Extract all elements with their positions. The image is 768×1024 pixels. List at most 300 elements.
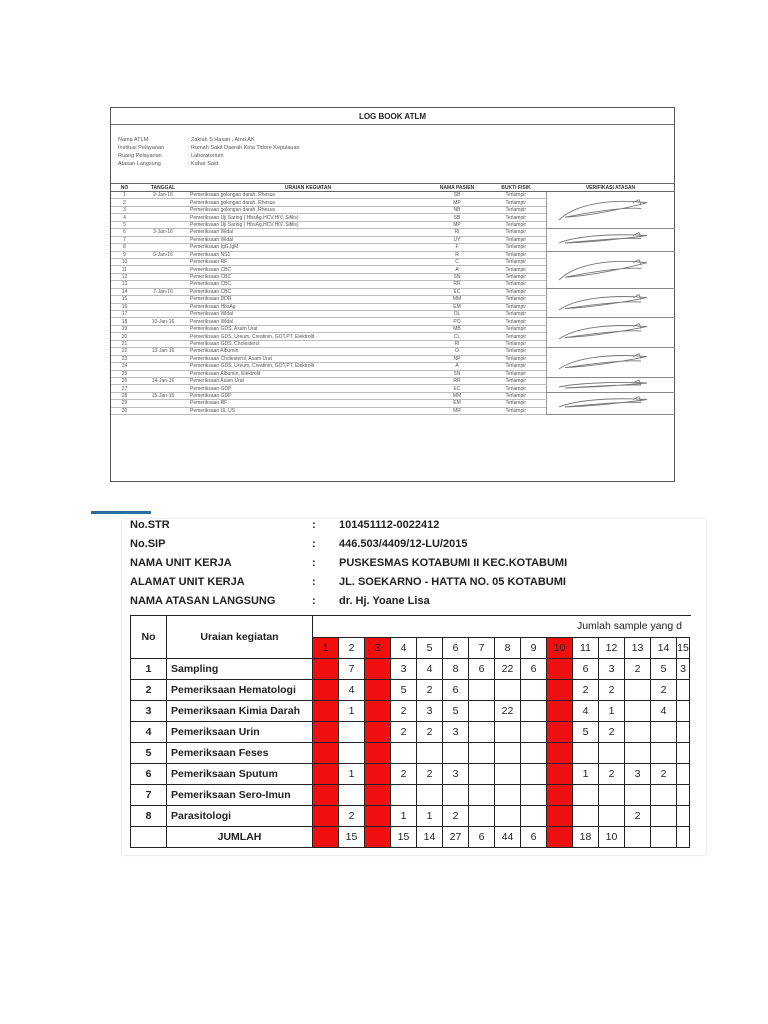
- sample-cell: [677, 722, 690, 743]
- row-activity: Pemeriksaan HbsAg: [188, 303, 428, 310]
- row-date: [138, 281, 188, 288]
- logbook-title: LOG BOOK ATLM: [358, 112, 427, 121]
- sample-cell: [547, 785, 573, 806]
- cut-column: [690, 722, 691, 743]
- logbook-column-header: NO: [111, 184, 138, 192]
- row-patient: MR: [428, 407, 486, 414]
- sample-cell: [469, 680, 495, 701]
- logbook-row: [111, 377, 675, 384]
- sample-cell: [313, 764, 339, 785]
- sample-cell: [599, 806, 625, 827]
- profile-key: ALAMAT UNIT KERJA: [130, 576, 245, 588]
- sample-row-no: 1: [131, 659, 167, 680]
- cut-column: [690, 680, 691, 701]
- row-no: 8: [111, 244, 138, 251]
- verification-signature: [546, 318, 675, 348]
- row-no: 18: [111, 318, 138, 325]
- row-activity: Pemeriksaan golongan darah, Rhesus: [188, 199, 428, 206]
- row-date: [138, 221, 188, 228]
- row-evidence: Terlampir: [486, 348, 546, 355]
- row-date: [138, 400, 188, 407]
- row-activity: Pemeriksaan RF: [188, 258, 428, 265]
- sample-cell: 1: [391, 806, 417, 827]
- sample-cell: 5: [573, 722, 599, 743]
- sample-cell: [443, 743, 469, 764]
- header-uraian: Uraian kegiatan: [167, 616, 313, 659]
- row-date: [138, 303, 188, 310]
- sample-cell: [625, 680, 651, 701]
- row-no: 29: [111, 400, 138, 407]
- cut-column: [690, 806, 691, 827]
- row-no: 22: [111, 348, 138, 355]
- row-activity: Pemeriksaan IgG,IgM: [188, 244, 428, 251]
- row-date: [138, 273, 188, 280]
- sample-cell: [547, 764, 573, 785]
- logbook-column-header: VERIFIKASI ATASAN: [546, 184, 675, 192]
- row-date: 14-Jan-16: [138, 377, 188, 384]
- sample-row: [131, 659, 691, 680]
- row-evidence: Terlampir: [486, 251, 546, 258]
- logbook-column-header: BUKTI FISIK: [486, 184, 546, 192]
- sample-cell: 2: [599, 722, 625, 743]
- row-evidence: Terlampir: [486, 199, 546, 206]
- sample-cell: [313, 806, 339, 827]
- sample-cell: 6: [521, 659, 547, 680]
- signature-icon: [555, 194, 655, 223]
- sample-cell: 5: [651, 659, 677, 680]
- sample-cell: 2: [391, 764, 417, 785]
- sample-row-label: Pemeriksaan Sero-Imun: [167, 785, 313, 806]
- row-patient: C: [428, 258, 486, 265]
- row-activity: Pemeriksaan Widal: [188, 311, 428, 318]
- signature-icon: [555, 320, 655, 342]
- sample-row-label: Pemeriksaan Feses: [167, 743, 313, 764]
- row-patient: SB: [428, 214, 486, 221]
- sample-row: [131, 785, 691, 806]
- row-patient: O: [428, 348, 486, 355]
- sample-cell: 6: [573, 659, 599, 680]
- row-patient: RI: [428, 229, 486, 236]
- sample-cell: 2: [417, 722, 443, 743]
- row-date: 15-Jan-16: [138, 392, 188, 399]
- row-date: [138, 311, 188, 318]
- info-value: : Rumah Sakit Daerah Kota Tidore Kepulauan: [188, 145, 300, 151]
- row-date: [138, 236, 188, 243]
- logbook-row: [111, 251, 675, 258]
- sample-cell: [365, 722, 391, 743]
- row-patient: MP: [428, 221, 486, 228]
- row-evidence: Terlampir: [486, 303, 546, 310]
- logbook-table: [111, 183, 675, 415]
- row-activity: Pemeriksaan GDP: [188, 385, 428, 392]
- sample-cell: [677, 701, 690, 722]
- sample-cell: [547, 806, 573, 827]
- row-evidence: Terlampir: [486, 244, 546, 251]
- row-patient: MP: [428, 199, 486, 206]
- row-patient: R: [428, 251, 486, 258]
- row-patient: MB: [428, 325, 486, 332]
- signature-icon: [555, 395, 655, 410]
- sample-cell: [469, 722, 495, 743]
- row-activity: Pemeriksaan Widal: [188, 236, 428, 243]
- day-number: 3: [365, 637, 391, 659]
- logbook-row: [111, 192, 675, 199]
- sample-cell: [677, 764, 690, 785]
- sample-cell: 2: [417, 764, 443, 785]
- verification-signature: [546, 192, 675, 229]
- sample-cell: [521, 701, 547, 722]
- row-date: [138, 266, 188, 273]
- sample-cell: [495, 764, 521, 785]
- sample-cell: 3: [625, 764, 651, 785]
- total-cell: 44: [495, 827, 521, 848]
- profile-value: JL. SOEKARNO - HATTA NO. 05 KOTABUMI: [339, 576, 566, 588]
- row-patient: SN: [428, 370, 486, 377]
- day-number: 1: [313, 637, 339, 659]
- row-evidence: Terlampir: [486, 385, 546, 392]
- accent-divider: [91, 511, 151, 514]
- sample-row-label: Pemeriksaan Hematologi: [167, 680, 313, 701]
- row-no: 25: [111, 370, 138, 377]
- sample-cell: [365, 659, 391, 680]
- row-activity: Pemeriksaan Widal: [188, 318, 428, 325]
- row-evidence: Terlampir: [486, 221, 546, 228]
- sample-row-no: 4: [131, 722, 167, 743]
- row-date: 10-Jan-16: [138, 318, 188, 325]
- sample-cell: 1: [339, 701, 365, 722]
- row-activity: Pemeriksaan CBC: [188, 281, 428, 288]
- row-evidence: Terlampir: [486, 363, 546, 370]
- sample-cell: [573, 806, 599, 827]
- logbook-column-header: URAIAN KEGIATAN: [188, 184, 428, 192]
- row-activity: Pemeriksaan GDS, Ureum, Creatinin, GOT,PT, Elektrolit: [188, 333, 428, 340]
- sample-cell: 2: [599, 764, 625, 785]
- row-evidence: Terlampir: [486, 407, 546, 414]
- row-no: 27: [111, 385, 138, 392]
- row-patient: F: [428, 244, 486, 251]
- row-date: 3-Jan-16: [138, 229, 188, 236]
- sample-cell: [495, 785, 521, 806]
- row-patient: PO: [428, 318, 486, 325]
- verification-signature: [546, 229, 675, 251]
- row-activity: Pemeriksaan Uji Saring ( HbsAg,HCV,HIV, Sifilis): [188, 214, 428, 221]
- sample-cell: [573, 743, 599, 764]
- info-line: [118, 145, 300, 151]
- row-no: 16: [111, 303, 138, 310]
- profile-value: 101451112-0022412: [339, 519, 440, 531]
- row-date: [138, 407, 188, 414]
- sample-cell: [625, 722, 651, 743]
- sample-cell: 4: [339, 680, 365, 701]
- logbook-row: [111, 318, 675, 325]
- signature-icon: [555, 291, 655, 313]
- total-cell: 10: [599, 827, 625, 848]
- row-date: [138, 370, 188, 377]
- info-key: Nama ATLM: [118, 137, 149, 143]
- row-patient: EC: [428, 385, 486, 392]
- cut-column: [690, 743, 691, 764]
- logbook-body: [111, 192, 675, 415]
- sample-cell: [339, 722, 365, 743]
- row-evidence: Terlampir: [486, 214, 546, 221]
- row-patient: EM: [428, 400, 486, 407]
- sample-cell: [651, 785, 677, 806]
- sample-cell: 5: [443, 701, 469, 722]
- total-cell: 14: [417, 827, 443, 848]
- sample-cell: [599, 743, 625, 764]
- row-evidence: Terlampir: [486, 206, 546, 213]
- sample-row-no: 6: [131, 764, 167, 785]
- day-number: 8: [495, 637, 521, 659]
- sample-cell: [495, 743, 521, 764]
- sample-cell: 4: [651, 701, 677, 722]
- row-date: 2-Jan-16: [138, 192, 188, 199]
- row-activity: Pemeriksaan Uji Saring ( HbsAg,HCV,HIV, Sifilis): [188, 221, 428, 228]
- row-patient: SB: [428, 192, 486, 199]
- sample-cell: [495, 722, 521, 743]
- info-line: [118, 161, 218, 167]
- sample-cell: [625, 743, 651, 764]
- sample-cell: [313, 680, 339, 701]
- profile-key: NAMA ATASAN LANGSUNG: [130, 595, 276, 607]
- sample-row-label: Sampling: [167, 659, 313, 680]
- row-evidence: Terlampir: [486, 281, 546, 288]
- sample-row: [131, 701, 691, 722]
- info-key: Institusi Pelayanan: [118, 145, 165, 151]
- row-evidence: Terlampir: [486, 229, 546, 236]
- row-activity: Pemeriksaan Cholesterol, Asam Urat: [188, 355, 428, 362]
- sample-cell: 3: [599, 659, 625, 680]
- sample-row-label: Parasitologi: [167, 806, 313, 827]
- row-patient: SN: [428, 273, 486, 280]
- sample-cell: [313, 701, 339, 722]
- sample-cell: 6: [443, 680, 469, 701]
- cut-column: [690, 764, 691, 785]
- row-date: [138, 296, 188, 303]
- row-evidence: Terlampir: [486, 258, 546, 265]
- row-patient: RI: [428, 340, 486, 347]
- row-no: 5: [111, 221, 138, 228]
- sample-cell: 4: [573, 701, 599, 722]
- sample-cell: 6: [469, 659, 495, 680]
- sample-cell: [313, 659, 339, 680]
- profile-key: NAMA UNIT KERJA: [130, 557, 232, 569]
- row-patient: RR: [428, 377, 486, 384]
- row-evidence: Terlampir: [486, 377, 546, 384]
- sample-cell: [495, 806, 521, 827]
- sample-cell: [651, 722, 677, 743]
- logbook-row: [111, 392, 675, 399]
- sample-cell: [313, 785, 339, 806]
- signature-icon: [555, 231, 655, 246]
- sample-cell: [313, 743, 339, 764]
- cut-column: [690, 827, 691, 848]
- day-number: 10: [547, 637, 573, 659]
- day-number: 13: [625, 637, 651, 659]
- row-patient: MM: [428, 296, 486, 303]
- day-number: 6: [443, 637, 469, 659]
- sample-cell: [365, 764, 391, 785]
- row-evidence: Terlampir: [486, 318, 546, 325]
- sample-cell: [521, 806, 547, 827]
- row-no: 28: [111, 392, 138, 399]
- sample-cell: 3: [443, 764, 469, 785]
- day-number: 2: [339, 637, 365, 659]
- row-evidence: Terlampir: [486, 311, 546, 318]
- sample-cell: [443, 785, 469, 806]
- header-jumlah: Jumlah sample yang d: [313, 616, 691, 638]
- sample-cell: [469, 806, 495, 827]
- row-activity: Pemeriksaan Albumin: [188, 348, 428, 355]
- signature-icon: [555, 350, 655, 372]
- total-cell: [651, 827, 677, 848]
- sample-cell: [677, 743, 690, 764]
- profile-value: 446.503/4409/12-LU/2015: [339, 538, 468, 550]
- total-cell: [677, 827, 690, 848]
- sample-cell: [495, 680, 521, 701]
- sample-cell: 2: [651, 680, 677, 701]
- total-cell: [313, 827, 339, 848]
- signature-icon: [555, 254, 655, 283]
- sample-cell: [469, 764, 495, 785]
- row-patient: CL: [428, 333, 486, 340]
- info-value: : Laboratorium: [188, 153, 224, 159]
- total-cell: 18: [573, 827, 599, 848]
- sample-cell: [313, 722, 339, 743]
- total-cell: 6: [469, 827, 495, 848]
- sample-cell: 22: [495, 701, 521, 722]
- sample-cell: [521, 785, 547, 806]
- row-no: 14: [111, 288, 138, 295]
- row-activity: Pemeriksaan CBC: [188, 273, 428, 280]
- row-evidence: Terlampir: [486, 288, 546, 295]
- sample-row-no: 2: [131, 680, 167, 701]
- day-number: 7: [469, 637, 495, 659]
- sample-cell: [547, 680, 573, 701]
- total-cell: 15: [391, 827, 417, 848]
- row-activity: Pemeriksaan CBC: [188, 266, 428, 273]
- cut-column: [690, 659, 691, 680]
- sample-cell: 2: [573, 680, 599, 701]
- row-patient: EC: [428, 288, 486, 295]
- sample-cell: [677, 806, 690, 827]
- sample-cell: 2: [391, 701, 417, 722]
- sample-cell: [339, 785, 365, 806]
- row-no: 19: [111, 325, 138, 332]
- row-evidence: Terlampir: [486, 192, 546, 199]
- logbook-row: [111, 229, 675, 236]
- row-date: [138, 363, 188, 370]
- row-activity: Pemeriksaan golongan darah, Rhesus: [188, 192, 428, 199]
- profile-colon: :: [312, 538, 316, 550]
- sample-cell: [469, 785, 495, 806]
- row-no: 12: [111, 273, 138, 280]
- row-evidence: Terlampir: [486, 236, 546, 243]
- total-cell: [547, 827, 573, 848]
- total-cell: 27: [443, 827, 469, 848]
- row-evidence: Terlampir: [486, 400, 546, 407]
- sample-cell: [365, 806, 391, 827]
- row-patient: A: [428, 266, 486, 273]
- sample-cell: [365, 701, 391, 722]
- info-key: Atasan Langsung: [118, 161, 161, 167]
- sample-cell: 1: [417, 806, 443, 827]
- sample-cell: [521, 722, 547, 743]
- day-number: 12: [599, 637, 625, 659]
- profile-colon: :: [312, 595, 316, 607]
- sample-cell: 2: [651, 764, 677, 785]
- sample-cell: [625, 785, 651, 806]
- sample-cell: [547, 743, 573, 764]
- row-no: 21: [111, 340, 138, 347]
- sample-cell: 3: [391, 659, 417, 680]
- row-date: [138, 333, 188, 340]
- row-no: 13: [111, 281, 138, 288]
- sample-cell: 5: [391, 680, 417, 701]
- day-number: 4: [391, 637, 417, 659]
- verification-signature: [546, 377, 675, 392]
- logbook-column-header: TANGGAL: [138, 184, 188, 192]
- header-no: No: [131, 616, 167, 659]
- row-evidence: Terlampir: [486, 266, 546, 273]
- sample-cell: 8: [443, 659, 469, 680]
- row-no: 24: [111, 363, 138, 370]
- sample-cell: [547, 722, 573, 743]
- sample-cell: 3: [677, 659, 690, 680]
- row-activity: Pemeriksaan Widal: [188, 229, 428, 236]
- sample-cell: [651, 743, 677, 764]
- row-date: [138, 206, 188, 213]
- row-date: 6-Jan-16: [138, 251, 188, 258]
- row-date: [138, 258, 188, 265]
- profile-value: PUSKESMAS KOTABUMI II KEC.KOTABUMI: [339, 557, 568, 569]
- info-key: Ruang Pelayanan: [118, 153, 162, 159]
- verification-signature: [546, 392, 675, 414]
- sample-row-label: Pemeriksaan Sputum: [167, 764, 313, 785]
- sample-cell: [521, 680, 547, 701]
- row-evidence: Terlampir: [486, 296, 546, 303]
- row-activity: Pemeriksaan NS1: [188, 251, 428, 258]
- row-activity: Pemeriksaan GDP: [188, 392, 428, 399]
- sample-row-label: Pemeriksaan Urin: [167, 722, 313, 743]
- sample-row-no: 8: [131, 806, 167, 827]
- logbook-column-header: NAMA PASIEN: [428, 184, 486, 192]
- logbook-header-row: [111, 184, 675, 192]
- sample-cell: 3: [417, 701, 443, 722]
- sample-cell: [651, 806, 677, 827]
- row-activity: Pemeriksaan Asam Urat: [188, 377, 428, 384]
- row-activity: Pemeriksaan DDR: [188, 296, 428, 303]
- row-patient: NB: [428, 206, 486, 213]
- sample-cell: [599, 785, 625, 806]
- sample-cell: [547, 659, 573, 680]
- day-number: 14: [651, 637, 677, 659]
- day-number: 9: [521, 637, 547, 659]
- verification-signature: [546, 288, 675, 318]
- day-number: 15: [677, 637, 690, 659]
- row-evidence: Terlampir: [486, 392, 546, 399]
- sample-cell: 3: [443, 722, 469, 743]
- sample-row: [131, 764, 691, 785]
- sample-cell: [391, 743, 417, 764]
- sample-total-row: [131, 827, 691, 848]
- row-date: [138, 214, 188, 221]
- row-evidence: Terlampir: [486, 355, 546, 362]
- row-activity: Pemeriksaan CBC: [188, 288, 428, 295]
- sample-cell: [469, 701, 495, 722]
- profile-key: No.SIP: [130, 538, 166, 550]
- total-cell: [365, 827, 391, 848]
